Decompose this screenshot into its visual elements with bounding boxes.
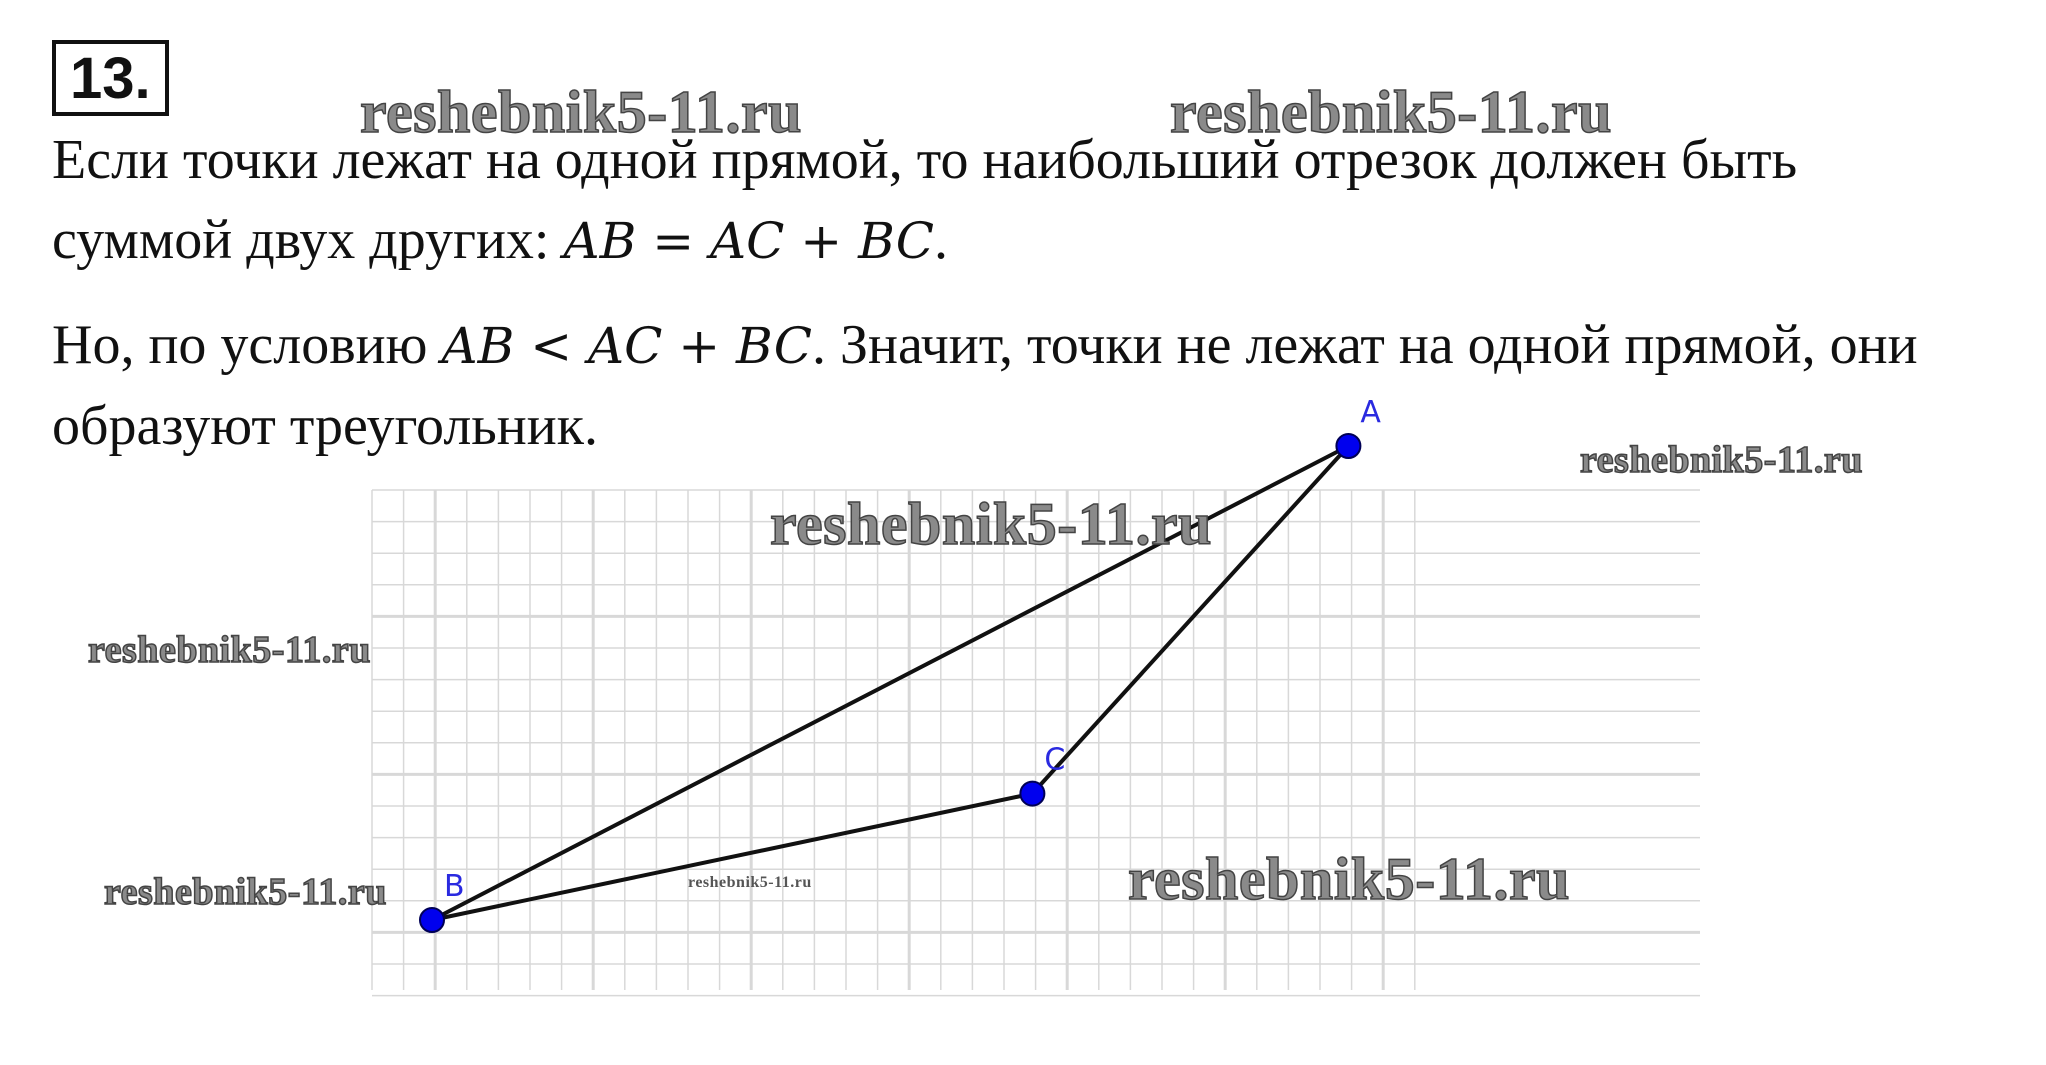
watermark: reshebnik5-11.ru [1170,79,1612,145]
point-c [1020,782,1044,806]
paragraph-1-line-2 [52,200,2032,281]
point-label-a: A [1360,395,1381,430]
watermark: reshebnik5-11.ru [360,79,802,145]
paragraph-2-line-1 [52,305,2032,386]
grid [372,490,1700,996]
watermark: reshebnik5-11.ru [88,629,371,671]
watermark: reshebnik5-11.ru [1580,439,1863,481]
watermark: reshebnik5-11.ru [688,874,812,891]
point-b [420,908,444,932]
problem-number: 13. [52,40,169,116]
watermark: reshebnik5-11.ru [1128,846,1570,912]
watermark: reshebnik5-11.ru [770,491,1212,557]
point-a [1336,434,1360,458]
watermark: reshebnik5-11.ru [104,871,387,913]
paragraph-1-text: суммой двух других: [52,209,564,271]
paragraph-1-line-1: Если точки лежат на одной прямой, то наибольший отрезок должен быть [52,129,1798,191]
paragraph-2-text-a: Но, по условию [52,314,442,376]
inequality: AB < AC + BC [441,317,812,375]
paragraph-2-line-2: образуют треугольник. [52,395,598,457]
point-label-c: C [1044,742,1066,778]
paragraph-2-text-b: . Значит, точки не лежат на одной прямой, они [811,314,1918,376]
point-label-b: B [444,869,465,904]
paragraph-1-end: . [934,209,949,271]
equation-equal: AB = AC + BC [563,212,935,270]
paragraph-1 [52,120,2032,281]
